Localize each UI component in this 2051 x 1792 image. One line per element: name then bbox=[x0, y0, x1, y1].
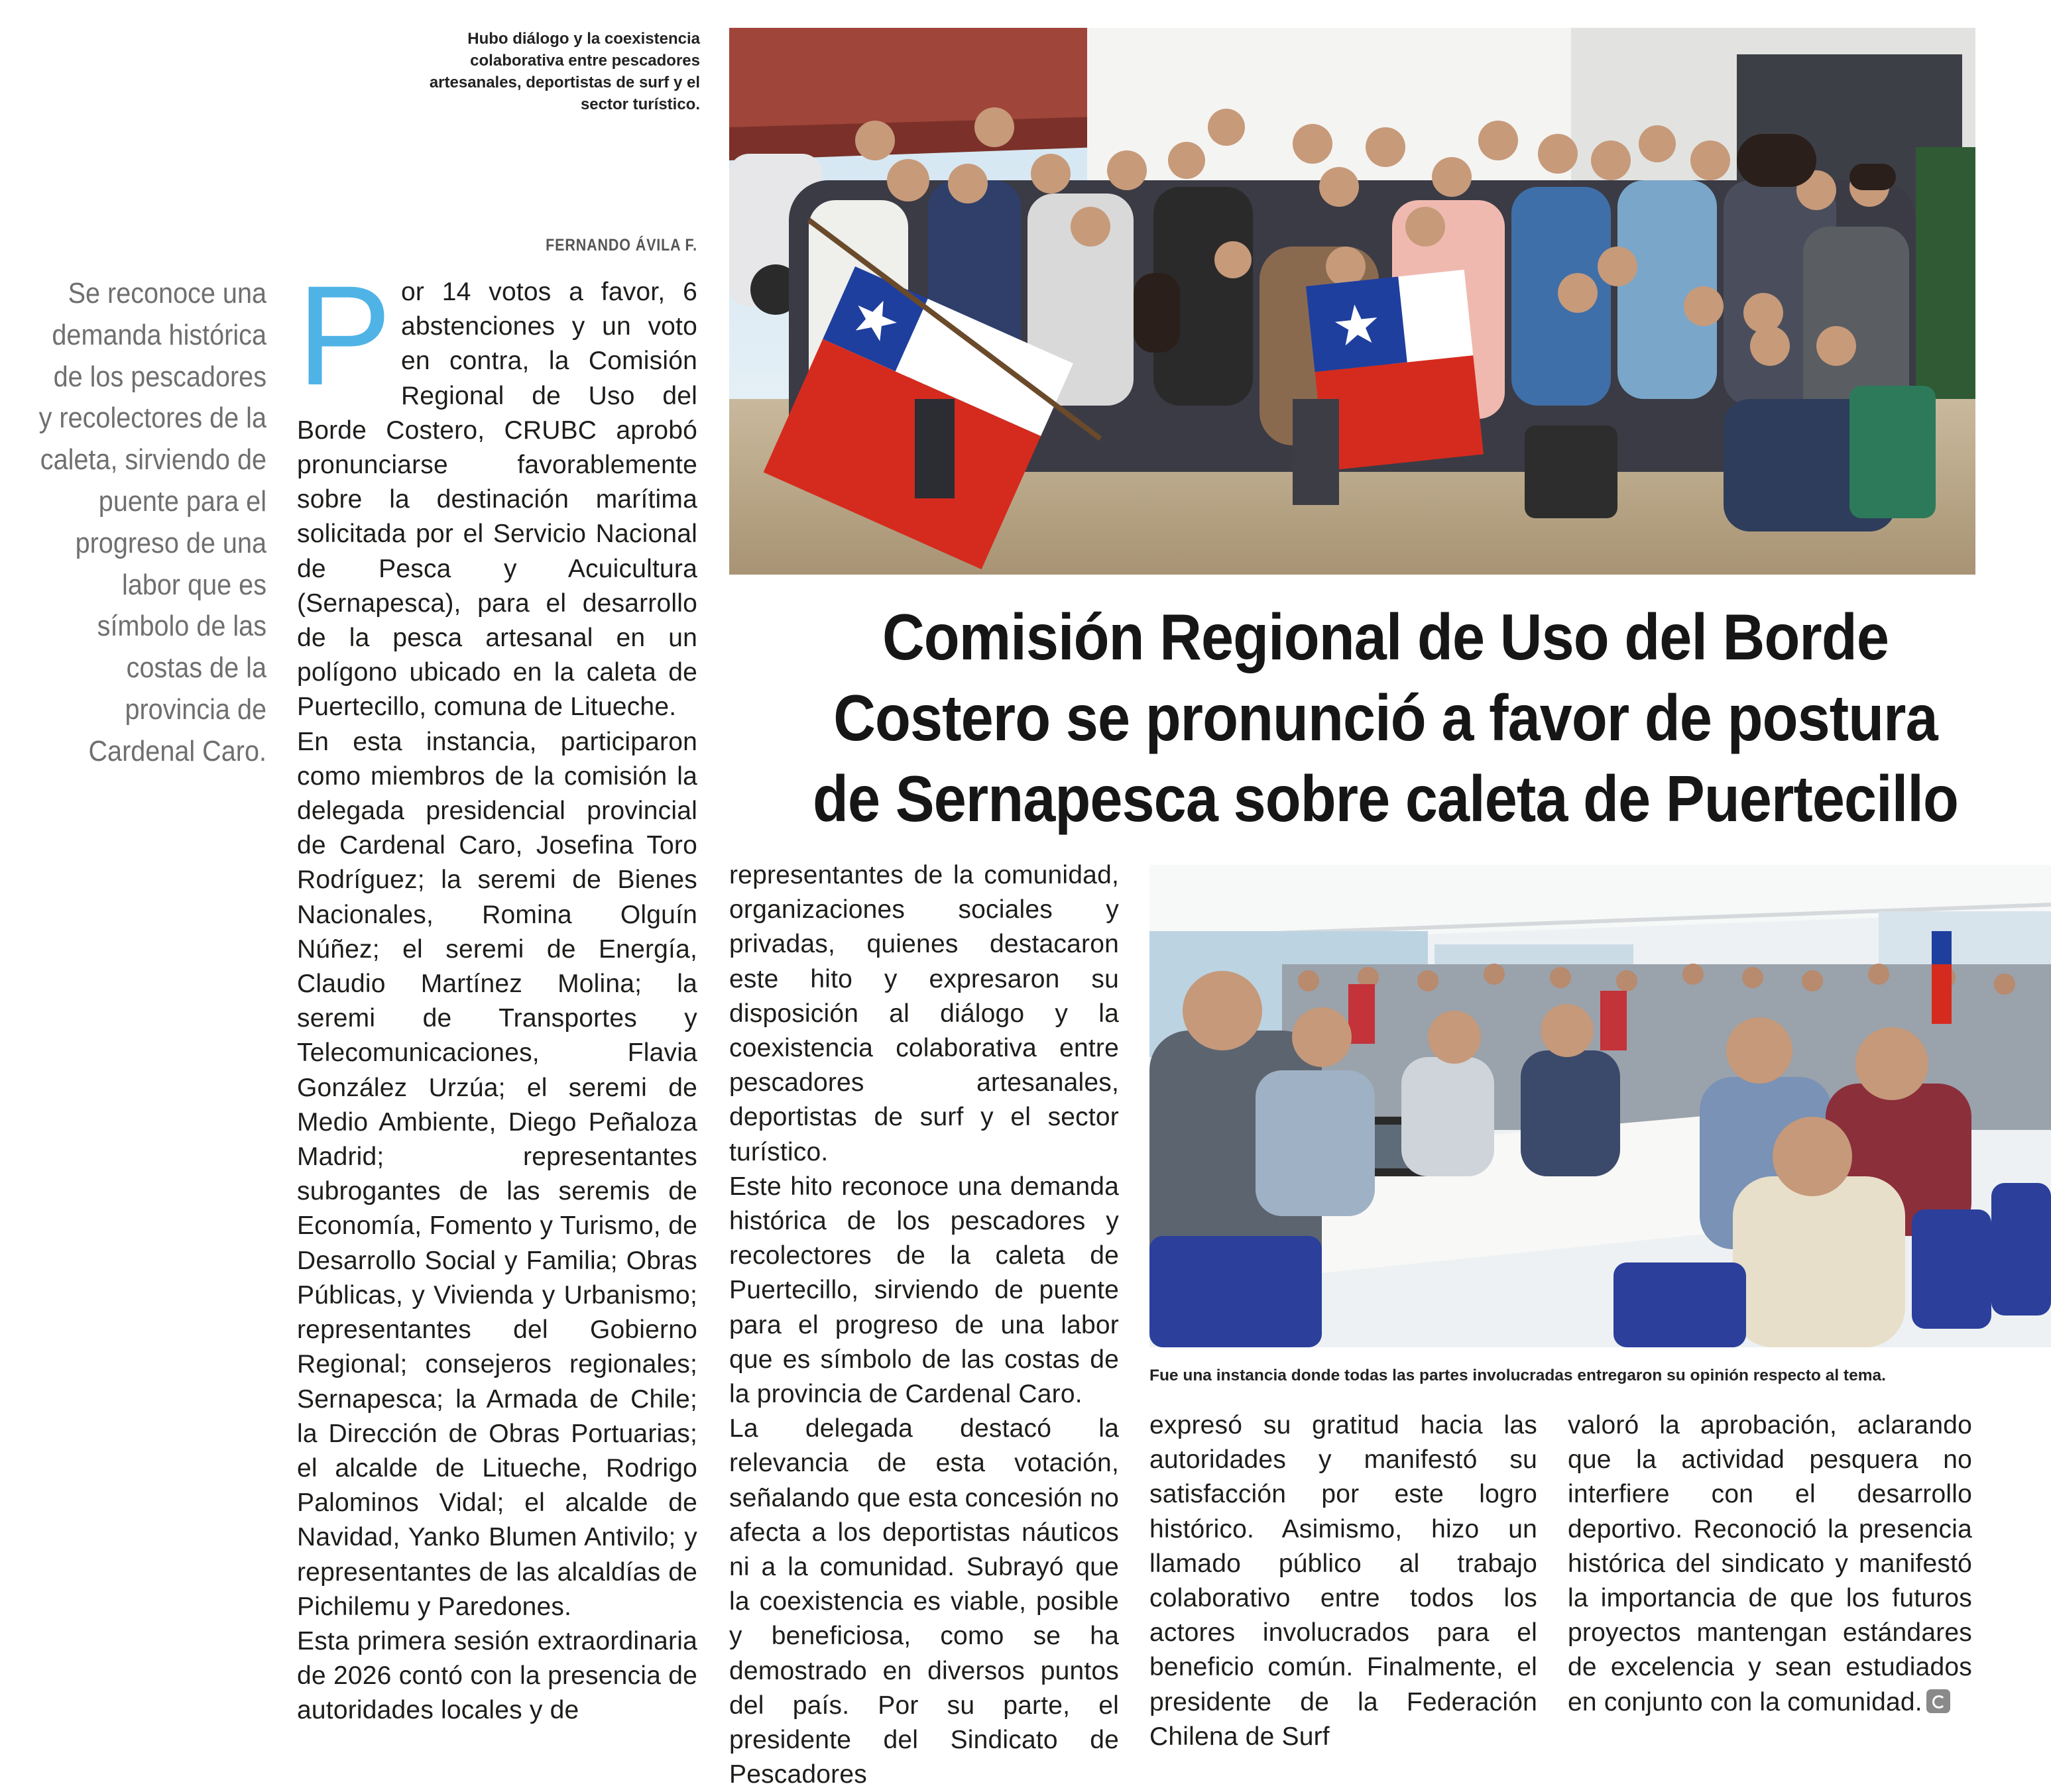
article-column-3 bbox=[1149, 1408, 1537, 1754]
paragraph-2: En esta instancia, participaron como miembros de la comisión la delegada presidencial provincial de Cardenal Caro, Josefina Toro Rodríguez; la seremi de Bienes Nacionales, Romina Olguín Núñez; el seremi de Energía, Claudio Martínez Molina; la seremi de Transportes y Telecomunicaciones, Flavia González Urzúa; el seremi de Medio Ambiente, Diego Peñaloza Madrid; representantes subrogantes de las seremis de Economía, Fomento y Turismo, de Desarrollo Social y Familia; Obras Públicas, y Vivienda y Urbanismo; representantes del Gobierno Regional; consejeros regionales; Sernapesca; la Armada de Chile; la Dirección de Obras Portuarias; el alcalde de Litueche, Rodrigo Palominos Vidal; el alcalde de Navidad, Yanko Blumen Antivilo; y representantes de las alcaldías de Pichilemu y Paredones. bbox=[297, 727, 697, 1621]
paragraph-5-start: La delegada destacó la relevancia de esta votación, señalando que esta concesión no afecta a los deportistas náuticos ni a la comunidad. Subrayó que la coexistencia es viable, posible y beneficiosa, como se ha demostrado en diversos puntos del país. Por su parte, el presidente del Sindicato de Pescadores bbox=[729, 1414, 1119, 1789]
paragraph-3-end: representantes de la comunidad, organizaciones sociales y privadas, quienes destacaron este hito y expresaron su disposición al diálogo y la coexistencia colaborativa entre pescadores artesanales, deportistas de surf y el sector turístico. bbox=[729, 861, 1119, 1166]
pull-quote: Se reconoce una demanda histórica de los pescadores y recolectores de la caleta, sirviendo de puente para el progreso de una labor que es símbolo de las costas de la provincia de Cardenal Caro. bbox=[38, 277, 267, 767]
meeting-photo bbox=[1149, 865, 2051, 1347]
paragraph-3-start: Esta primera sesión extraordinaria de 2026 contó con la presencia de autoridades locales y de bbox=[297, 1626, 697, 1725]
article-column-4 bbox=[1568, 1408, 1972, 1720]
paragraph-5-end: valoró la aprobación, aclarando que la actividad pesquera no interfiere con el desarrollo deportivo. Reconoció la presencia histórica del sindicato y manifestó la importancia de que los futuros proyectos mantengan estándares de excelencia y sean estudiados en conjunto con la comunidad. bbox=[1568, 1411, 1972, 1716]
byline: FERNANDO ÁVILA F. bbox=[546, 236, 697, 254]
drop-cap: P bbox=[297, 256, 392, 415]
article-column-2 bbox=[729, 858, 1119, 1792]
group-photo bbox=[729, 28, 1975, 575]
headline: Comisión Regional de Uso del Borde Costero se pronunció a favor de postura de Sernapesca sobre caleta de Puertecillo bbox=[813, 600, 1958, 835]
paragraph-5-middle: expresó su gratitud hacia las autoridades y manifestó su satisfacción por este logro histórico. Asimismo, hizo un llamado público al trabajo colaborativo entre todos los actores involucrados para el beneficio común. Finalmente, el presidente de la Federación Chilena de Surf bbox=[1149, 1411, 1537, 1751]
article-column-1 bbox=[297, 256, 697, 1728]
paragraph-4: Este hito reconoce una demanda histórica de los pescadores y recolectores de la caleta de Puertecillo, sirviendo de puente para el progreso de una labor que es símbolo de las costas de la provincia de Cardenal Caro. bbox=[729, 1172, 1119, 1409]
photo-top-caption: Hubo diálogo y la coexistencia colaborativa entre pescadores artesanales, deportistas de surf y el sector turístico. bbox=[429, 30, 700, 113]
paragraph-1: or 14 votos a favor, 6 abstenciones y un voto en contra, la Comisión Regional de Uso del Borde Costero, CRUBC aprobó pronunciarse favorablemente sobre la destinación marítima solicitada por el Servicio Nacional de Pesca y Acuicultura (Sernapesca), para el desarrollo de la pesca artesanal en un polígono ubicado en la caleta de Puertecillo, comuna de Litueche. bbox=[297, 278, 697, 722]
photo-bottom-caption: Fue una instancia donde todas las partes involucradas entregaron su opinión respecto al tema. bbox=[1149, 1367, 1886, 1384]
end-mark-icon bbox=[1926, 1689, 1950, 1713]
